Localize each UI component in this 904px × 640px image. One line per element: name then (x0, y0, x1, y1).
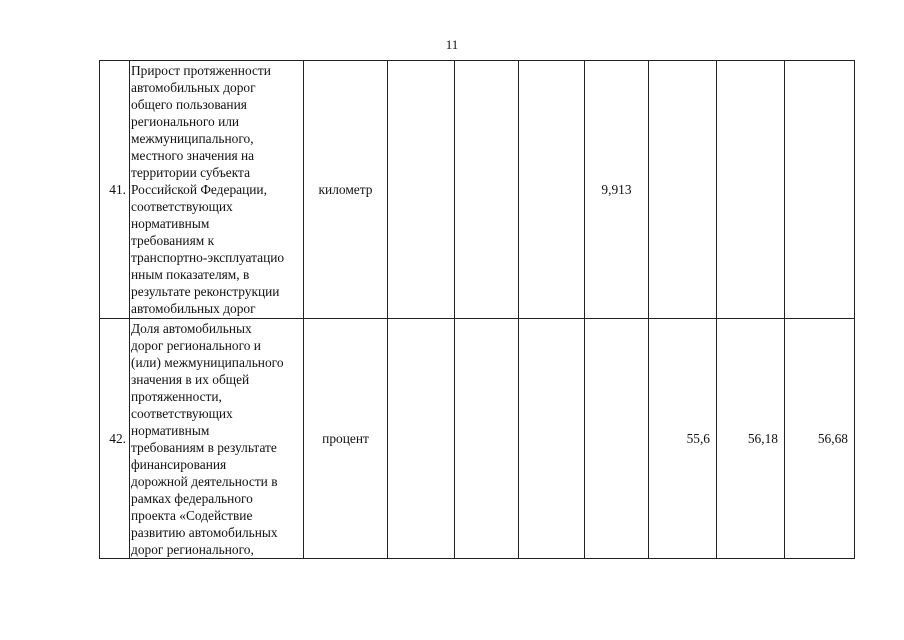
row-number: 41. (100, 61, 130, 319)
unit-cell: процент (304, 319, 388, 559)
value-cell: 56,18 (717, 319, 785, 559)
value-cell (785, 61, 855, 319)
indicators-table (99, 60, 855, 559)
value-cell (455, 319, 519, 559)
value-cell (649, 61, 717, 319)
indicator-description: Доля автомобильных дорог регионального и (или) межмуниципального значения в их общей протяженности, соответствующих нормативным требованиям в результате финансирования дорожной деятельности в рамках федерального проекта «Содействие развитию автомобильных дорог регионального, (130, 319, 304, 559)
value-cell: 56,68 (785, 319, 855, 559)
unit-cell: километр (304, 61, 388, 319)
table-row (100, 61, 855, 319)
row-number: 42. (100, 319, 130, 559)
value-cell (455, 61, 519, 319)
value-cell (388, 61, 455, 319)
value-cell (585, 319, 649, 559)
value-cell (717, 61, 785, 319)
value-cell: 9,913 (585, 61, 649, 319)
table-row (100, 319, 855, 559)
value-cell (388, 319, 455, 559)
page-number: 11 (445, 37, 459, 52)
indicator-description: Прирост протяженности автомобильных дорог общего пользования регионального или межмуниципального, местного значения на территории субъекта Российской Федерации, соответствующих нормативным требованиям к транспортно-эксплуатацио нным показателям, в результате реконструкции автомобильных дорог (130, 61, 304, 319)
value-cell (519, 61, 585, 319)
value-cell (519, 319, 585, 559)
value-cell: 55,6 (649, 319, 717, 559)
